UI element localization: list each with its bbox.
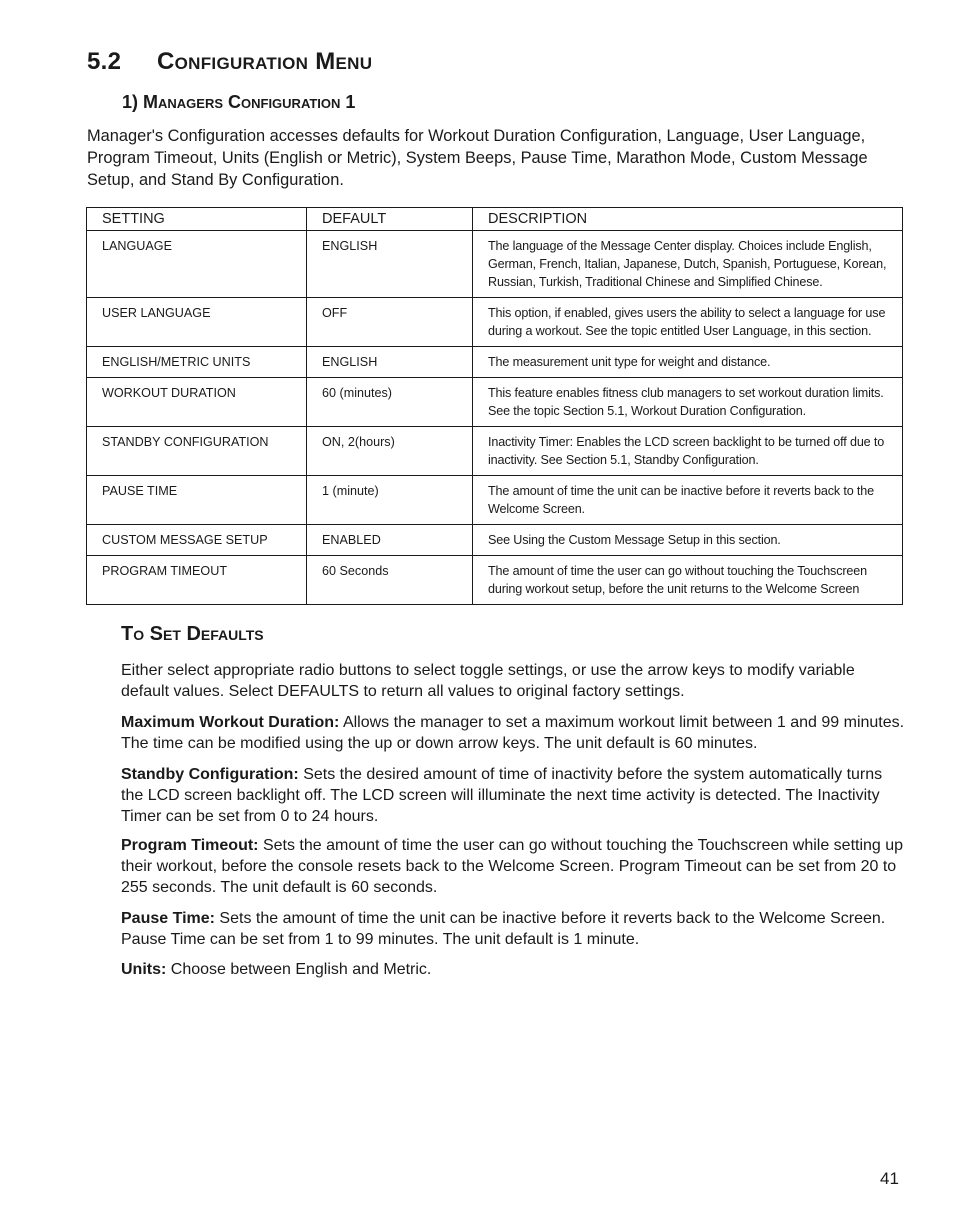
setting-cell: STANDBY CONFIGURATION xyxy=(87,427,307,476)
description-cell: The measurement unit type for weight and distance. xyxy=(473,347,903,378)
table-row xyxy=(87,525,903,556)
defaults-item xyxy=(121,835,906,898)
description-cell: This feature enables fitness club managers to set workout duration limits. See the topic Section 5.1, Workout Duration Configuration. xyxy=(473,378,903,427)
default-cell: 1 (minute) xyxy=(307,476,473,525)
defaults-intro: Either select appropriate radio buttons to select toggle settings, or use the arrow keys to modify variable default values. Select DEFAULTS to return all values to original factory settings. xyxy=(121,662,855,700)
section-number: 5.2 xyxy=(87,48,122,75)
defaults-item-label: Program Timeout: xyxy=(121,837,259,854)
configuration-table xyxy=(86,207,903,605)
table-row xyxy=(87,347,903,378)
defaults-item-text: Sets the amount of time the unit can be inactive before it reverts back to the Welcome Screen. Pause Time can be set from 1 to 99 minutes. The unit default is 1 minute. xyxy=(121,910,886,948)
default-cell: ON, 2(hours) xyxy=(307,427,473,476)
defaults-item xyxy=(121,959,906,980)
default-cell: 60 Seconds xyxy=(307,556,473,605)
setting-cell: PROGRAM TIMEOUT xyxy=(87,556,307,605)
default-cell: ENGLISH xyxy=(307,347,473,378)
description-cell: Inactivity Timer: Enables the LCD screen backlight to be turned off due to inactivity. See Section 5.1, Standby Configuration. xyxy=(473,427,903,476)
defaults-item-text: Allows the manager to set a maximum workout limit between 1 and 99 minutes. The time can be modified using the up or down arrow keys. The unit default is 60 minutes. xyxy=(121,714,905,752)
default-cell: ENGLISH xyxy=(307,231,473,298)
defaults-item-text: Sets the amount of time the user can go without touching the Touchscreen while setting up their workout, before the console resets back to the Welcome Screen. Program Timeout can be set from 20 to 255 seconds. The unit default is 60 seconds. xyxy=(121,837,904,896)
description-cell: The amount of time the user can go without touching the Touchscreen during workout setup, before the unit returns to the Welcome Screen xyxy=(473,556,903,605)
column-header-setting: SETTING xyxy=(87,208,307,231)
description-cell: The amount of time the unit can be inactive before it reverts back to the Welcome Screen. xyxy=(473,476,903,525)
defaults-item xyxy=(121,908,906,950)
table-row xyxy=(87,427,903,476)
table-row xyxy=(87,556,903,605)
column-header-default: DEFAULT xyxy=(307,208,473,231)
defaults-item-text: Sets the desired amount of time of inactivity before the system automatically turns the LCD screen backlight off. The LCD screen will illuminate the next time activity is detected. The Inactivity Timer can be set from 0 to 24 hours. xyxy=(121,766,883,825)
defaults-item-text: Choose between English and Metric. xyxy=(170,961,432,978)
defaults-item-label: Maximum Workout Duration: xyxy=(121,714,340,731)
setting-cell: WORKOUT DURATION xyxy=(87,378,307,427)
subsection-heading: 1) Managers Configuration 1 xyxy=(122,92,356,112)
defaults-item xyxy=(121,764,906,827)
setting-cell: ENGLISH/METRIC UNITS xyxy=(87,347,307,378)
setting-cell: LANGUAGE xyxy=(87,231,307,298)
intro-paragraph: Manager's Configuration accesses defaults for Workout Duration Configuration, Language, User Language, Program Timeout, Units (English or Metric), System Beeps, Pause Time, Marathon Mode, Custom Message Setup, and Stand By Configuration. xyxy=(87,127,868,189)
description-cell: The language of the Message Center display. Choices include English, German, French, Italian, Japanese, Dutch, Spanish, Portuguese, Korean, Russian, Turkish, Traditional Chinese and Simplified Chinese. xyxy=(473,231,903,298)
table-row xyxy=(87,378,903,427)
table-row xyxy=(87,231,903,298)
default-cell: 60 (minutes) xyxy=(307,378,473,427)
defaults-item-label: Pause Time: xyxy=(121,910,215,927)
table-header-row xyxy=(87,208,903,231)
table-row xyxy=(87,298,903,347)
defaults-item-label: Units: xyxy=(121,961,167,978)
table-row xyxy=(87,476,903,525)
description-cell: See Using the Custom Message Setup in this section. xyxy=(473,525,903,556)
default-cell: ENABLED xyxy=(307,525,473,556)
description-cell: This option, if enabled, gives users the ability to select a language for use during a workout. See the topic entitled User Language, in this section. xyxy=(473,298,903,347)
page-number: 41 xyxy=(880,1169,899,1188)
setting-cell: CUSTOM MESSAGE SETUP xyxy=(87,525,307,556)
defaults-heading: To Set Defaults xyxy=(121,623,264,645)
section-heading xyxy=(87,48,372,76)
defaults-item xyxy=(121,712,906,754)
defaults-item-label: Standby Configuration: xyxy=(121,766,299,783)
default-cell: OFF xyxy=(307,298,473,347)
setting-cell: USER LANGUAGE xyxy=(87,298,307,347)
section-title: Configuration Menu xyxy=(157,48,373,75)
column-header-description: DESCRIPTION xyxy=(473,208,903,231)
setting-cell: PAUSE TIME xyxy=(87,476,307,525)
